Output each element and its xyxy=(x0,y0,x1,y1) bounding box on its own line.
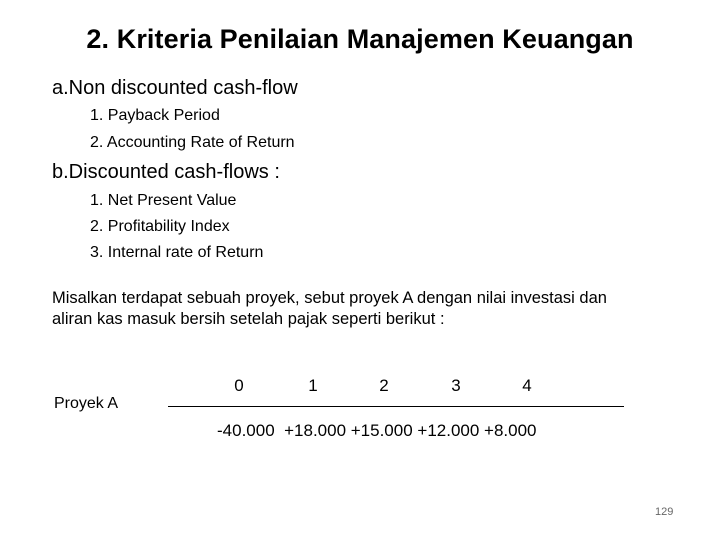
page-number: 129 xyxy=(655,506,674,518)
year-label: 0 xyxy=(234,376,244,395)
section-a-heading: a.Non discounted cash-flow xyxy=(52,77,298,99)
section-a-item: 1. Payback Period xyxy=(90,107,220,124)
paragraph-line: Misalkan terdapat sebuah proyek, sebut proyek A dengan nilai investasi dan xyxy=(52,289,607,307)
section-b-item: 2. Profitability Index xyxy=(90,218,230,235)
year-label: 2 xyxy=(379,376,389,395)
example-paragraph xyxy=(52,288,692,330)
year-label: 4 xyxy=(522,376,532,395)
timeline-rule xyxy=(168,406,624,407)
slide-title: 2. Kriteria Penilaian Manajemen Keuangan xyxy=(86,24,634,54)
project-label: Proyek A xyxy=(54,395,119,412)
section-b-item: 3. Internal rate of Return xyxy=(90,244,264,261)
paragraph-line: aliran kas masuk bersih setelah pajak seperti berikut : xyxy=(52,310,445,328)
cash-flow-values: -40.000 +18.000 +15.000 +12.000 +8.000 xyxy=(217,421,537,440)
section-b-heading: b.Discounted cash-flows : xyxy=(52,161,280,183)
year-label: 1 xyxy=(308,376,318,395)
section-b-item: 1. Net Present Value xyxy=(90,192,237,209)
section-a-item: 2. Accounting Rate of Return xyxy=(90,134,295,151)
year-label: 3 xyxy=(451,376,461,395)
